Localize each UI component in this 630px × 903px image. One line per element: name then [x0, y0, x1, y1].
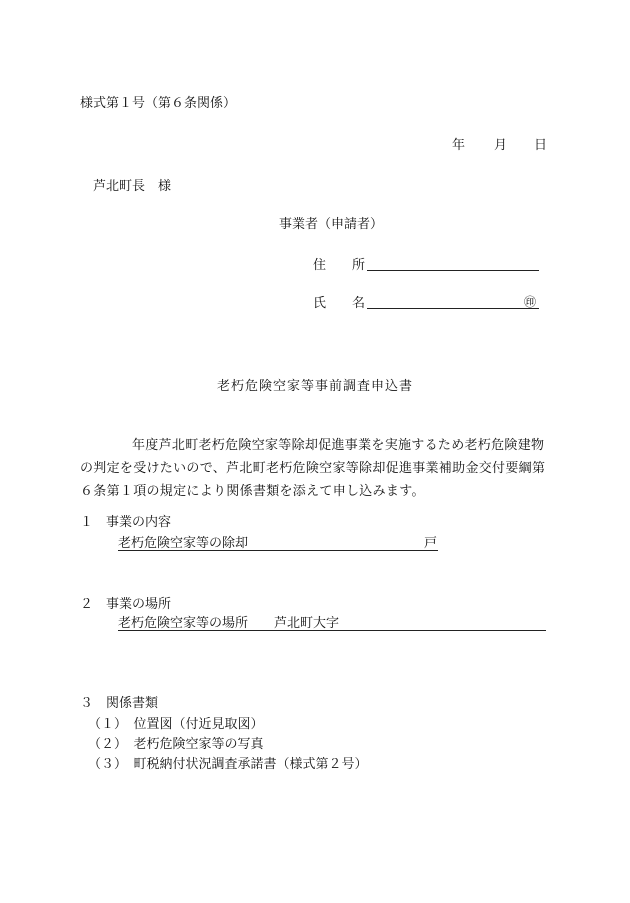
form-number: 様式第１号（第６条関係）	[80, 96, 237, 111]
address-label: 住 所	[313, 258, 366, 273]
section3-item-2: （２） 老朽危険空家等の写真	[88, 737, 264, 752]
address-field-line	[367, 256, 539, 271]
date-year: 年	[452, 138, 466, 153]
document-title: 老朽危険空家等事前調査申込書	[217, 379, 414, 394]
date-day: 日	[534, 138, 548, 153]
body-text: 年度芦北町老朽危険空家等除却促進事業を実施するため老朽危険建物の判定を受けたいので、芦北町老朽危険空家等除却促進事業補助金交付要綱第６条第１項の規定により関係書類を添えて申し込みます。	[80, 438, 546, 499]
name-field-line	[367, 294, 539, 309]
section3-heading: ３ 関係書類	[80, 696, 159, 711]
date-month: 月	[494, 138, 508, 153]
section2-content-text: 老朽危険空家等の場所 芦北町大字	[118, 616, 340, 631]
section1-unit: 戸	[424, 536, 438, 551]
section3-item-1: （１） 位置図（付近見取図）	[88, 717, 264, 732]
section1-field-line	[118, 537, 438, 551]
applicant-heading: 事業者（申請者）	[279, 217, 384, 232]
section2-field-line	[118, 617, 546, 631]
section2-content	[118, 617, 546, 631]
body-paragraph	[80, 434, 550, 503]
section1-content	[118, 537, 438, 551]
section2-heading: ２ 事業の場所	[80, 597, 172, 612]
name-label: 氏 名	[313, 296, 366, 311]
section3-item-3: （３） 町税納付状況調査承諾書（様式第２号）	[88, 757, 368, 772]
section1-content-text: 老朽危険空家等の除却	[118, 536, 249, 551]
addressee: 芦北町長 様	[93, 179, 172, 194]
seal-mark: ㊞	[524, 295, 537, 309]
section1-heading: １ 事業の内容	[80, 515, 172, 530]
